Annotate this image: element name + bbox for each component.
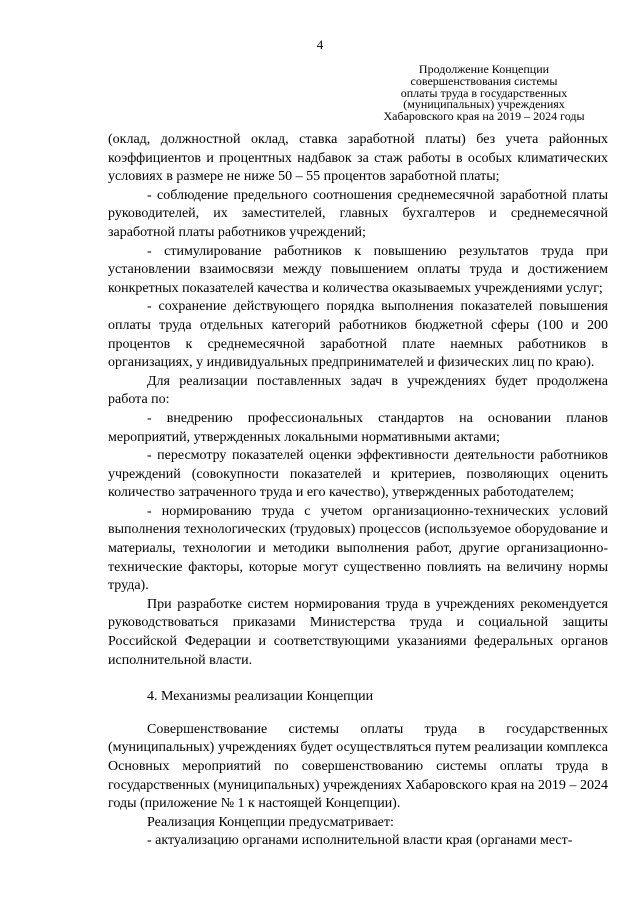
- paragraph: - нормированию труда с учетом организационно-технических условий выполнения технологических (трудовых) процессов (используемое оборудование и материалы, технологии и методики выполнения работ, другие организационно-технические факторы, которые могут существенно повлиять на величину нормы труда).: [108, 503, 608, 594]
- header-line: Хабаровского края на 2019 – 2024 годы: [383, 109, 585, 124]
- page-number: 4: [316, 37, 324, 52]
- header-line: совершенствования системы: [410, 73, 558, 88]
- paragraph: - соблюдение предельного соотношения среднемесячной заработной платы руководителей, их заместителей, главных бухгалтеров и среднемесячной заработной платы работников учреждений;: [108, 187, 608, 240]
- paragraph: - внедрению профессиональных стандартов на основании планов мероприятий, утвержденных локальными нормативными актами;: [108, 410, 608, 445]
- document-header: [375, 64, 593, 123]
- paragraph: При разработке систем нормирования труда в учреждениях рекомендуется руководствоваться приказами Министерства труда и социальной защиты Российской Федерации и соответствующими указаниями федеральных органов исполнительной власти.: [108, 596, 608, 668]
- paragraph: - актуализацию органами исполнительной власти края (органами мест-: [147, 833, 573, 849]
- section-title: 4. Механизмы реализации Концепции: [147, 689, 374, 705]
- paragraph: (оклад, должностной оклад, ставка заработной платы) без учета районных коэффициентов и процентных надбавок за стаж работы в особых климатических условиях в размере не ниже 50 – 55 процентов заработной платы;: [108, 132, 608, 185]
- header-line: оплаты труда в государственных: [400, 85, 568, 100]
- paragraph: Реализация Концепции предусматривает:: [147, 814, 394, 830]
- document-body: [108, 131, 608, 851]
- paragraph: - сохранение действующего порядка выполнения показателей повышения оплаты труда отдельных категорий работников бюджетной сферы (100 и 200 процентов к среднемесячной заработной плате наемных работников в организациях, у индивидуальных предпринимателей и физических лиц по краю).: [108, 299, 608, 371]
- paragraph: - пересмотру показателей оценки эффективности деятельности работников учреждений (совокупности показателей и критериев, позволяющих оценить количество затраченного труда и его качество), утвержденных работодателем;: [108, 448, 608, 501]
- header-line: (муниципальных) учреждениях: [403, 97, 565, 112]
- paragraph: - стимулирование работников к повышению результатов труда при установлении взаимосвязи между повышением оплаты труда и достижением конкретных показателей качества и количества оказываемых учреждениями услуг;: [108, 243, 608, 296]
- header-line: Продолжение Концепции: [418, 62, 550, 76]
- paragraph: Для реализации поставленных задач в учреждениях будет продолжена работа по:: [108, 373, 608, 408]
- paragraph: Совершенствование системы оплаты труда в государственных (муниципальных) учреждениях будет осуществляться путем реализации комплекса Основных мероприятий по совершенствованию системы оплаты труда в государственных (муниципальных) учреждениях Хабаровского края на 2019 – 2024 годы (приложение № 1 к настоящей Концепции).: [108, 721, 608, 812]
